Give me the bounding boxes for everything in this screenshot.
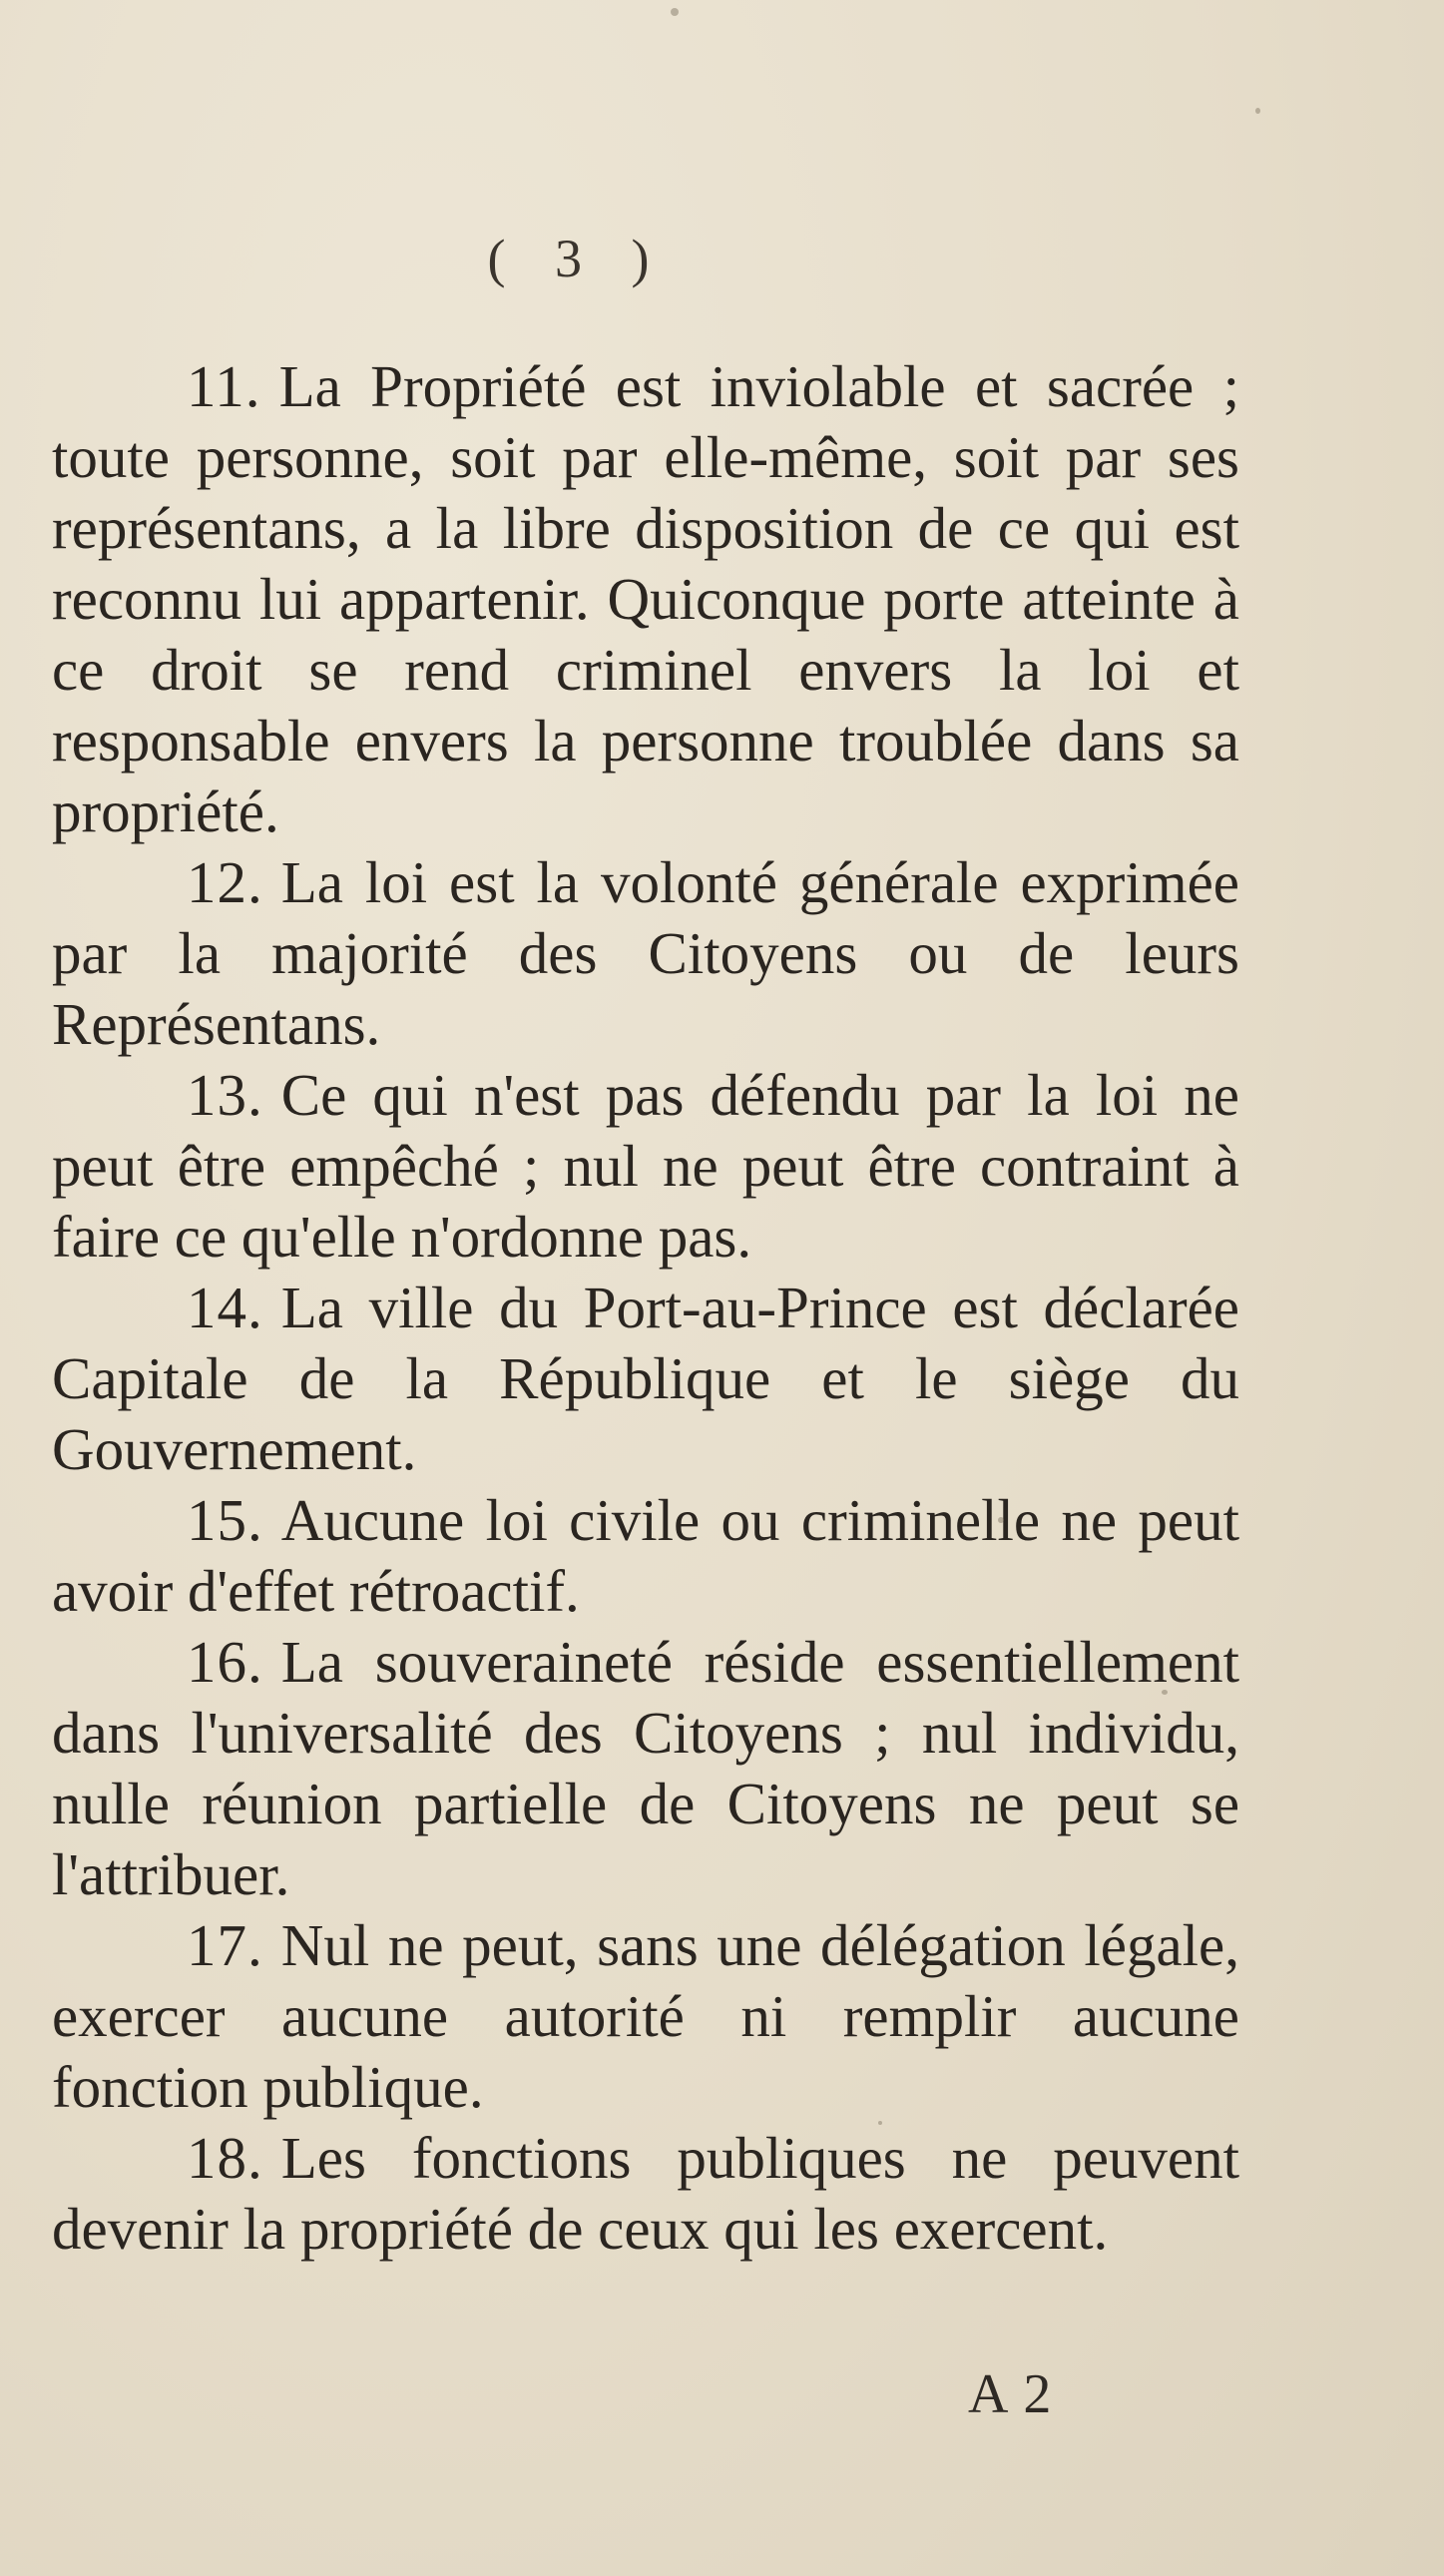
article-number: 18.: [187, 2125, 263, 2191]
article-number: 13.: [187, 1062, 263, 1128]
article-list: [52, 351, 1239, 2265]
article-number: 15.: [187, 1487, 263, 1553]
article-15: [52, 1485, 1239, 1627]
article-text: La souveraineté réside essentiellement dans l'universalité des Citoyens ; nul individu, nulle réunion partielle de Citoyens ne peut se l'attribuer.: [52, 1629, 1239, 1907]
article-16: [52, 1627, 1239, 1910]
article-text: Ce qui n'est pas défendu par la loi ne peut être empêché ; nul ne peut être contraint à faire ce qu'elle n'ordonne pas.: [52, 1062, 1239, 1270]
article-number: 11.: [187, 353, 261, 419]
article-number: 17.: [187, 1912, 263, 1978]
article-text: Les fonctions publiques ne peuvent devenir la propriété de ceux qui les exercent.: [52, 2125, 1239, 2262]
article-text: La loi est la volonté générale exprimée par la majorité des Citoyens ou de leurs Représentans.: [52, 849, 1239, 1057]
article-number: 16.: [187, 1629, 263, 1695]
paper-speck: [671, 8, 679, 16]
article-13: [52, 1060, 1239, 1273]
article-11: [52, 351, 1239, 847]
article-number: 14.: [187, 1275, 263, 1340]
article-text: La Propriété est inviolable et sacrée ; toute personne, soit par elle-même, soit par ses représentans, a la libre disposition de ce qui est reconnu lui appartenir. Quiconque porte atteinte à ce droit se rend criminel envers la loi et responsable envers la personne troublée dans sa propriété.: [52, 353, 1239, 844]
paper-speck: [878, 2121, 882, 2125]
paper-speck: [998, 1517, 1004, 1523]
article-text: Aucune loi civile ou criminelle ne peut avoir d'effet rétroactif.: [52, 1487, 1239, 1624]
article-17: [52, 1910, 1239, 2123]
article-12: [52, 847, 1239, 1060]
signature-mark: A 2: [968, 2363, 1054, 2425]
paper-speck: [1162, 1690, 1168, 1695]
article-number: 12.: [187, 849, 263, 915]
article-text: Nul ne peut, sans une délégation légale, exercer aucune autorité ni remplir aucune fonction publique.: [52, 1912, 1239, 2120]
article-14: [52, 1273, 1239, 1485]
article-18: [52, 2123, 1239, 2265]
paper-speck: [1255, 108, 1260, 114]
article-text: La ville du Port-au-Prince est déclarée Capitale de la République et le siège du Gouvernement.: [52, 1275, 1239, 1482]
page-number: ( 3 ): [487, 229, 668, 288]
